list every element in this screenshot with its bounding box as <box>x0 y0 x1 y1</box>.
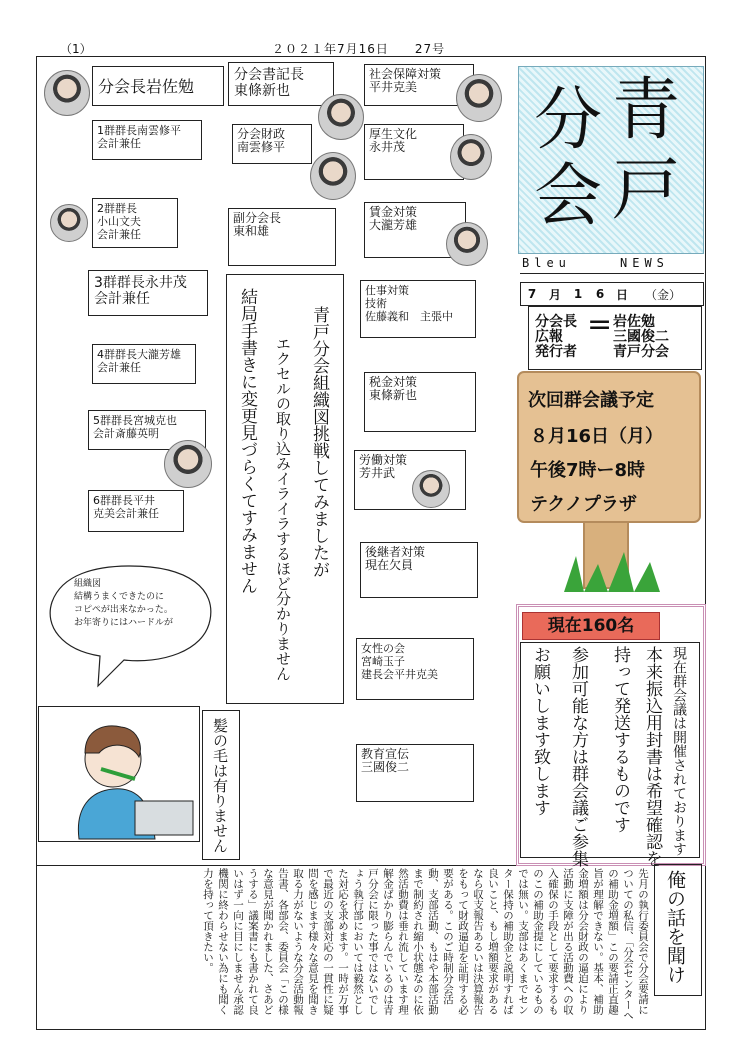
staff-name-leader: 岩佐勉 <box>613 314 655 330</box>
welfare-box: 厚生文化 永井茂 <box>364 124 464 180</box>
tax-box: 税金対策 東條新也 <box>364 372 476 432</box>
membership-line2: 本来振込用封書は希望確認を <box>642 646 662 867</box>
secretary-box: 分会書記長 東條新也 <box>228 62 334 106</box>
staff-role-publisher: 発行者 <box>535 344 577 360</box>
leader-box: 分会長岩佐勉 <box>92 66 224 106</box>
membership-count: 現在160名 <box>522 612 660 640</box>
masthead-title-to: 戸 <box>612 151 681 230</box>
staff-role-pr: 広報 <box>535 329 563 345</box>
group5-box: 5群群長宮城克也 会計斎藤英明 <box>88 410 206 450</box>
staff-name-pr: 三國俊二 <box>613 329 669 345</box>
date-day-1: 1 <box>573 287 583 301</box>
editor-note-line3: 結局手書きに変更見づらくてすみません <box>237 288 257 594</box>
meeting-place: テクノプラザ <box>530 494 637 515</box>
group6-box: 6群群長平井 克美会計兼任 <box>88 490 184 532</box>
illustration-box <box>38 706 200 842</box>
membership-line1: 現在群会議は開催されております <box>671 646 687 856</box>
wage-box: 賃金対策 大瀧芳雄 <box>364 202 466 258</box>
masthead-title-kai: 会 <box>534 157 603 236</box>
person-at-laptop-illustration <box>39 707 199 841</box>
staff-box <box>528 306 702 370</box>
editor-note-line2: エクセルの取り込みイライラするほど分かりません <box>274 336 292 681</box>
education-box: 教育宣伝 三國俊二 <box>356 744 474 802</box>
meeting-date: ８月16日（月） <box>530 426 664 447</box>
successor-box: 後継者対策 現在欠員 <box>360 542 478 598</box>
news-label: NEWS <box>620 256 669 270</box>
bubble-note: 組織図 結構うまくできたのに コピペが出来なかった。 お年寄りにはハードルが <box>74 579 174 628</box>
finance-photo <box>310 152 356 200</box>
date-month: 月 <box>548 287 561 302</box>
date-weekday: （金） <box>644 287 681 302</box>
editor-note-line1: 青戸分会組織図挑戦してみましたが <box>309 306 329 578</box>
hair-note: 髪の毛は有りません <box>211 718 229 853</box>
group2-box: 2群群長 小山文夫 会計兼任 <box>92 198 178 248</box>
group1-box: 1群群長南雲修平 会計兼任 <box>92 120 202 160</box>
group3-box: 3群群長永井茂 会計兼任 <box>88 270 208 316</box>
date-day: 日 <box>615 287 628 302</box>
date-month-num: 7 <box>527 287 537 301</box>
labor-box: 労働対策 芳井武 <box>354 450 466 510</box>
bleu-label: Bleu <box>522 256 571 270</box>
social-box: 社会保障対策 平井克美 <box>364 64 474 106</box>
masthead-title-bun: 分 <box>534 81 603 160</box>
membership-line4: 参加可能な方は群会議ご参集 <box>568 646 588 867</box>
membership-line3: 持って発送するものです <box>610 646 630 833</box>
meeting-title: 次回群会議予定 <box>528 390 654 411</box>
group5-photo <box>164 440 212 488</box>
meeting-time: 午後7時ー8時 <box>530 460 646 481</box>
page-number: （1） <box>60 42 92 56</box>
group2-photo <box>50 204 88 242</box>
staff-brace: = <box>587 307 613 342</box>
column-body: 先月の執行委員会で分会要請についての私信、「分会センターへの補助金増額」この要請正直趣旨が理解できない。基本、補助金増額は分会財政の逼迫により活動に支障が出る活動費への収入確保の手段として要求するものこの補助金提にしているものでは無い。支部はあくまでセンター保持の補助金と説明すれば良いこと、もし増額要求があるなら収支報告あるいは決算報告をもって財政逼迫を証明する必要がある。このご時制分会活動、支部活動、もはや本部活動まで制約され縮小状態なのに依然活動費は垂れ流しています理解金ばかり膨らんでいるのは青戸分会に限った事ではないでしょう執行部においては毅然とした対応を求めます。一時が万事で最近の支部対応の一貫性に疑問を感じます様々な意見を聞き取る力がないような分会活動報告書、各部会、委員会「この様な意見が聞かれました、さあどうする」議案書にも書かれて良いはず一向に目にしません承認機関に終わらせない為にも聞く力を持って頂きたい。 <box>202 868 649 1021</box>
membership-line5: お願いします致します <box>530 646 550 816</box>
welfare-photo <box>450 134 492 180</box>
date-day-2: 6 <box>595 287 605 301</box>
group4-box: 4群群長大瀧芳雄 会計兼任 <box>92 344 196 384</box>
secretary-photo <box>318 94 364 140</box>
issue-date: ２０２１年7月16日 27号 <box>272 42 446 56</box>
women-box: 女性の会 宮崎玉子 建長会平井克美 <box>356 638 474 700</box>
social-photo <box>456 74 502 122</box>
leader-photo <box>44 70 90 116</box>
work-box: 仕事対策 技術 佐藤義和 主張中 <box>360 280 476 338</box>
issue-date-row <box>520 282 704 306</box>
wage-photo <box>446 222 488 266</box>
labor-photo <box>412 470 450 508</box>
masthead-title-ao: 青 <box>612 71 681 150</box>
vice-box: 副分会長 東和雄 <box>228 208 336 266</box>
column-heading: 俺の話を聞け <box>664 870 686 984</box>
staff-role-leader: 分会長 <box>535 314 577 330</box>
bleu-rule <box>520 273 704 274</box>
finance-box: 分会財政 南雲修平 <box>232 124 312 164</box>
staff-name-publisher: 青戸分会 <box>613 344 669 360</box>
